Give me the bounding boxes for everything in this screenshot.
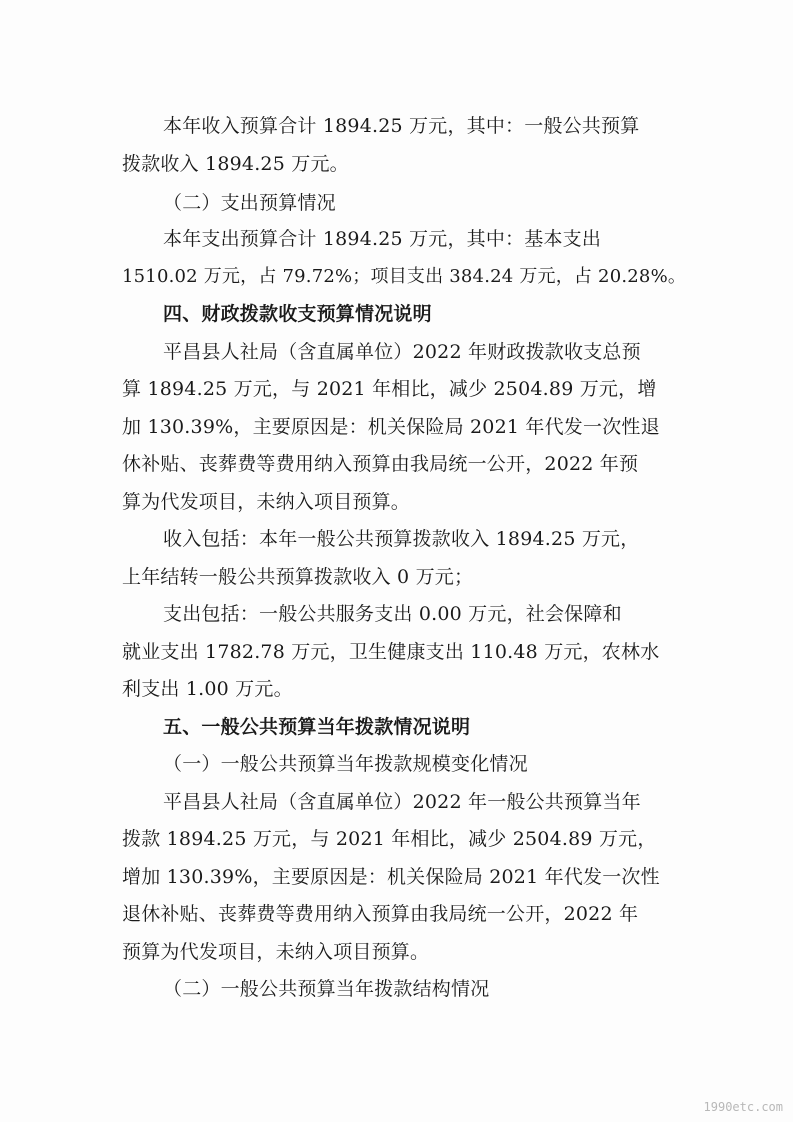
paragraph-line: 拨款 1894.25 万元，与 2021 年相比，减少 2504.89 万元， <box>122 828 657 850</box>
subsection-heading: （二）一般公共预算当年拨款结构情况 <box>163 978 490 1000</box>
paragraph-line: 拨款收入 1894.25 万元。 <box>122 153 349 175</box>
paragraph-line: 预算为代发项目，未纳入项目预算。 <box>122 941 430 963</box>
paragraph-line: 加 130.39%，主要原因是：机关保险局 2021 年代发一次性退 <box>122 416 660 438</box>
paragraph-line: 退休补贴、丧葬费等费用纳入预算由我局统一公开，2022 年 <box>122 903 639 925</box>
paragraph-line: 增加 130.39%，主要原因是：机关保险局 2021 年代发一次性 <box>122 866 660 888</box>
paragraph-line: 算 1894.25 万元，与 2021 年相比，减少 2504.89 万元，增 <box>122 378 657 400</box>
paragraph-line: 平昌县人社局（含直属单位）2022 年财政拨款收支总预 <box>163 341 641 363</box>
paragraph-line: 本年收入预算合计 1894.25 万元，其中：一般公共预算 <box>163 115 640 137</box>
subsection-heading: （一）一般公共预算当年拨款规模变化情况 <box>163 753 528 775</box>
paragraph-line: 算为代发项目，未纳入项目预算。 <box>122 491 411 513</box>
watermark: 1990etc.com <box>703 1100 783 1114</box>
section-heading: 四、财政拨款收支预算情况说明 <box>163 303 432 325</box>
paragraph-line: 支出包括：一般公共服务支出 0.00 万元，社会保障和 <box>163 603 622 625</box>
paragraph-line: 本年支出预算合计 1894.25 万元，其中：基本支出 <box>163 228 602 250</box>
paragraph-line: 平昌县人社局（含直属单位）2022 年一般公共预算当年 <box>163 791 641 813</box>
paragraph-line: 上年结转一般公共预算拨款收入 0 万元； <box>122 566 474 588</box>
paragraph-line: 休补贴、丧葬费等费用纳入预算由我局统一公开，2022 年预 <box>122 453 639 475</box>
paragraph-line: 1510.02 万元，占 79.72%；项目支出 384.24 万元，占 20.28%。 <box>122 266 687 287</box>
paragraph-line: 利支出 1.00 万元。 <box>122 678 293 700</box>
subsection-heading: （二）支出预算情况 <box>163 192 336 214</box>
paragraph-line: 就业支出 1782.78 万元，卫生健康支出 110.48 万元，农林水 <box>122 641 660 663</box>
paragraph-line: 收入包括：本年一般公共预算拨款收入 1894.25 万元， <box>163 528 640 550</box>
section-heading: 五、一般公共预算当年拨款情况说明 <box>163 716 471 738</box>
